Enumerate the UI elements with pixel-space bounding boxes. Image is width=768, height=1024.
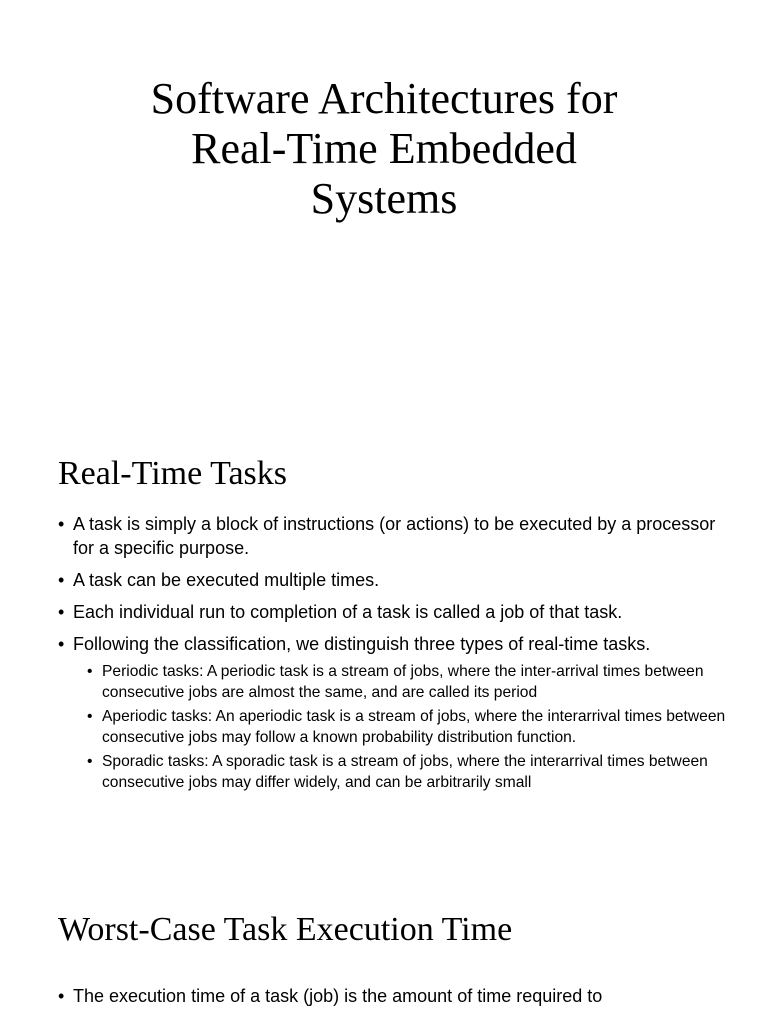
- bullet-item: • A task is simply a block of instructions (or actions) to be executed by a processor for a specific purpose.: [58, 512, 730, 560]
- bullet-item: • Each individual run to completion of a task is called a job of that task.: [58, 600, 730, 624]
- sub-bullet-aperiodic: • Aperiodic tasks: An aperiodic task is a stream of jobs, where the interarrival times between consecutive jobs may follow a known probability distribution function.: [87, 707, 730, 748]
- real-time-tasks-bullet-list: [58, 512, 730, 801]
- bullet-item: • A task can be executed multiple times.: [58, 568, 730, 592]
- sub-bullet-sporadic: • Sporadic tasks: A sporadic task is a stream of jobs, where the interarrival times between consecutive jobs may differ widely, and can be arbitrarily small: [87, 752, 730, 793]
- slide-title: [84, 74, 684, 224]
- slide-title-line: Systems: [310, 174, 458, 223]
- slide-title-line: Real-Time Embedded: [191, 124, 577, 173]
- bullet-text: Following the classification, we distinguish three types of real-time tasks.: [73, 634, 651, 654]
- section-heading-real-time-tasks: Real-Time Tasks: [58, 455, 288, 492]
- slide-title-line: Software Architectures for: [150, 74, 618, 123]
- wcet-bullet-list: [58, 984, 730, 1016]
- section-heading-worst-case-execution-time: Worst-Case Task Execution Time: [58, 911, 513, 948]
- sub-bullet-periodic: • Periodic tasks: A periodic task is a stream of jobs, where the inter-arrival times between consecutive jobs are almost the same, and are called its period: [87, 662, 730, 703]
- task-types-sub-list: [87, 662, 730, 793]
- bullet-item-task-types: [58, 632, 730, 793]
- bullet-item: • The execution time of a task (job) is the amount of time required to: [58, 984, 730, 1008]
